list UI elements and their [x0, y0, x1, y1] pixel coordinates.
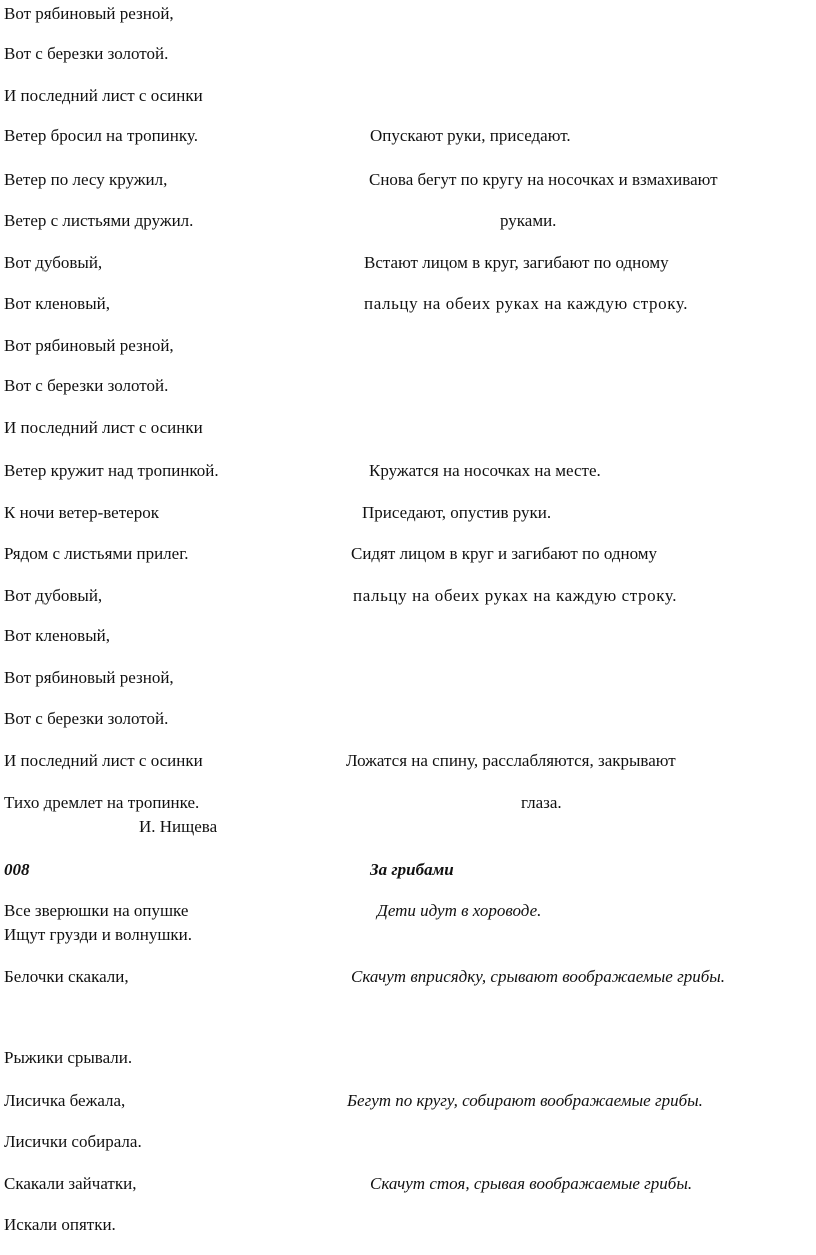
- movement-instruction: Бегут по кругу, собирают воображаемые грибы.: [347, 1091, 703, 1110]
- poem-line: Ищут грузди и волнушки.: [4, 925, 193, 944]
- poem-line: Вот с березки золотой.: [4, 376, 169, 395]
- poem-line: Рядом с листьями прилег.: [4, 544, 189, 563]
- poem-line: И последний лист с осинки: [4, 751, 203, 770]
- poem-line: Лисичка бежала,: [4, 1091, 126, 1110]
- movement-instruction: Приседают, опустив руки.: [362, 503, 552, 522]
- poem-line: Скакали зайчатки,: [4, 1174, 137, 1193]
- movement-instruction: Скачут вприсядку, срывают воображаемые грибы.: [351, 967, 726, 986]
- poem-line: Ветер по лесу кружил,: [4, 170, 168, 189]
- movement-instruction: руками.: [500, 211, 557, 230]
- movement-instruction: Дети идут в хороводе.: [377, 901, 542, 920]
- movement-instruction: Ложатся на спину, расслабляются, закрывают: [346, 751, 676, 770]
- movement-instruction: Сидят лицом в круг и загибают по одному: [351, 544, 658, 563]
- movement-instruction: пальцу на обеих руках на каждую строку.: [364, 294, 689, 313]
- poem-line: Лисички собирала.: [4, 1132, 142, 1151]
- poem-line: Искали опятки.: [4, 1215, 116, 1234]
- poem-line: Тихо дремлет на тропинке.: [4, 793, 200, 812]
- poem-line: Вот дубовый,: [4, 586, 103, 605]
- movement-instruction: Встают лицом в круг, загибают по одному: [364, 253, 669, 272]
- poem-line: Все зверюшки на опушке: [4, 901, 189, 920]
- poem-line: Вот рябиновый резной,: [4, 4, 174, 23]
- poem-line: И последний лист с осинки: [4, 86, 203, 105]
- movement-instruction: глаза.: [521, 793, 562, 812]
- movement-instruction: Кружатся на носочках на месте.: [369, 461, 601, 480]
- poem-line: Вот дубовый,: [4, 253, 103, 272]
- poem-line: Ветер с листьями дружил.: [4, 211, 194, 230]
- movement-instruction: пальцу на обеих руках на каждую строку.: [353, 586, 678, 605]
- poem-line: Вот кленовый,: [4, 626, 110, 645]
- poem-line: И последний лист с осинки: [4, 418, 203, 437]
- poem-line: Вот кленовый,: [4, 294, 110, 313]
- poem-line: Белочки скакали,: [4, 967, 129, 986]
- poem-line: Вот с березки золотой.: [4, 44, 169, 63]
- poem-line: Вот с березки золотой.: [4, 709, 169, 728]
- movement-instruction: Опускают руки, приседают.: [370, 126, 571, 145]
- poem-line: Рыжики срывали.: [4, 1048, 133, 1067]
- poem-line: Вот рябиновый резной,: [4, 668, 174, 687]
- poem-line: Ветер бросил на тропинку.: [4, 126, 198, 145]
- section-number: 008: [4, 860, 30, 879]
- poem-line: Ветер кружит над тропинкой.: [4, 461, 219, 480]
- poem-line: Вот рябиновый резной,: [4, 336, 174, 355]
- movement-instruction: Снова бегут по кругу на носочках и взмахивают: [369, 170, 718, 189]
- section-title: За грибами: [370, 860, 454, 879]
- author-name: И. Нищева: [139, 817, 218, 836]
- poem-line: К ночи ветер-ветерок: [4, 503, 159, 522]
- movement-instruction: Скачут стоя, срывая воображаемые грибы.: [370, 1174, 693, 1193]
